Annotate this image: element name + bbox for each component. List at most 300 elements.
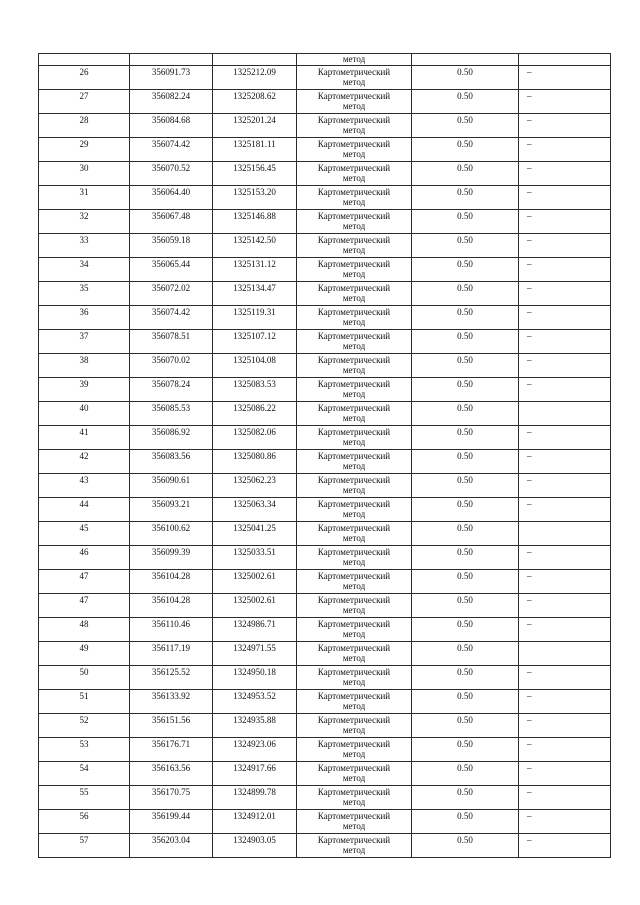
table-row <box>39 570 611 594</box>
cell-y: 1324986.71 <box>213 618 297 642</box>
method-line-2: метод <box>342 701 366 711</box>
method-line-2: метод <box>342 653 366 663</box>
cell-method <box>297 138 412 162</box>
cell-note: – <box>519 258 611 282</box>
cell-precision: 0.50 <box>412 618 519 642</box>
cell-number: 43 <box>39 474 130 498</box>
cell-number: 45 <box>39 522 130 546</box>
table-row <box>39 618 611 642</box>
cell-x: 356072.02 <box>130 282 213 306</box>
cell-method <box>297 258 412 282</box>
coordinates-table <box>38 53 611 858</box>
method-line-1: Картометрический <box>317 115 391 125</box>
table-row <box>39 450 611 474</box>
cell-precision: 0.50 <box>412 354 519 378</box>
cell-y: 1325208.62 <box>213 90 297 114</box>
cell-method <box>297 162 412 186</box>
method-line-2: метод <box>342 173 366 183</box>
table-row <box>39 282 611 306</box>
method-line-1: Картометрический <box>317 67 391 77</box>
table-row <box>39 186 611 210</box>
cell-method <box>297 522 412 546</box>
cell-note: – <box>519 762 611 786</box>
cell-method <box>297 474 412 498</box>
cell-x: 356085.53 <box>130 402 213 426</box>
cell-note: – <box>519 546 611 570</box>
table-row <box>39 786 611 810</box>
method-line-1: Картометрический <box>317 451 391 461</box>
method-line-2: метод <box>342 797 366 807</box>
method-line-1: Картометрический <box>317 259 391 269</box>
method-line-1: Картометрический <box>317 811 391 821</box>
cell-note: – <box>519 234 611 258</box>
cell-x: 356065.44 <box>130 258 213 282</box>
method-line-2: метод <box>342 77 366 87</box>
cell-y: 1324953.52 <box>213 690 297 714</box>
cell-method <box>297 330 412 354</box>
method-line-2: метод <box>342 365 366 375</box>
cell-note: – <box>519 594 611 618</box>
cell-method <box>297 378 412 402</box>
cell-y: 1325080.86 <box>213 450 297 474</box>
cell-y: 1324950.18 <box>213 666 297 690</box>
cell-note: – <box>519 138 611 162</box>
cell-precision <box>412 54 519 66</box>
cell-note: – <box>519 570 611 594</box>
method-line-2: метод <box>342 845 366 855</box>
cell-method <box>297 114 412 138</box>
cell-precision: 0.50 <box>412 258 519 282</box>
cell-x: 356117.19 <box>130 642 213 666</box>
table-row <box>39 378 611 402</box>
method-line-2: метод <box>342 125 366 135</box>
cell-y: 1324912.01 <box>213 810 297 834</box>
cell-precision: 0.50 <box>412 186 519 210</box>
method-line-2: метод <box>342 677 366 687</box>
cell-number: 53 <box>39 738 130 762</box>
table-row <box>39 90 611 114</box>
cell-x: 356125.52 <box>130 666 213 690</box>
cell-number: 40 <box>39 402 130 426</box>
cell-precision: 0.50 <box>412 738 519 762</box>
method-line-1: Картометрический <box>317 307 391 317</box>
method-line-2: метод <box>342 557 366 567</box>
cell-number: 39 <box>39 378 130 402</box>
cell-x: 356151.56 <box>130 714 213 738</box>
cell-method <box>297 186 412 210</box>
table-row <box>39 666 611 690</box>
method-line-2: метод <box>342 341 366 351</box>
cell-number: 54 <box>39 762 130 786</box>
cell-y: 1325104.08 <box>213 354 297 378</box>
cell-number: 48 <box>39 618 130 642</box>
cell-y: 1325002.61 <box>213 594 297 618</box>
cell-y: 1325134.47 <box>213 282 297 306</box>
cell-number: 36 <box>39 306 130 330</box>
cell-precision: 0.50 <box>412 594 519 618</box>
cell-note <box>519 54 611 66</box>
cell-method <box>297 642 412 666</box>
cell-precision: 0.50 <box>412 834 519 858</box>
cell-y: 1325082.06 <box>213 426 297 450</box>
cell-method <box>297 570 412 594</box>
cell-note: – <box>519 210 611 234</box>
table-row <box>39 810 611 834</box>
cell-method <box>297 666 412 690</box>
cell-number: 38 <box>39 354 130 378</box>
method-line-2: метод <box>342 149 366 159</box>
cell-note: – <box>519 690 611 714</box>
table-row-continuation <box>39 54 611 66</box>
cell-number: 35 <box>39 282 130 306</box>
cell-precision: 0.50 <box>412 66 519 90</box>
cell-x: 356163.56 <box>130 762 213 786</box>
method-line-1: Картометрический <box>317 523 391 533</box>
cell-y: 1325086.22 <box>213 402 297 426</box>
cell-x: 356110.46 <box>130 618 213 642</box>
method-line-1: Картометрический <box>317 619 391 629</box>
cell-number: 41 <box>39 426 130 450</box>
cell-method <box>297 282 412 306</box>
cell-method <box>297 426 412 450</box>
method-line-2: метод <box>342 413 366 423</box>
table-row <box>39 258 611 282</box>
coordinates-table-body <box>39 54 611 858</box>
cell-method <box>297 66 412 90</box>
cell-x: 356078.51 <box>130 330 213 354</box>
method-line-1: Картометрический <box>317 427 391 437</box>
method-line-2: метод <box>342 485 366 495</box>
cell-method <box>297 402 412 426</box>
cell-precision: 0.50 <box>412 378 519 402</box>
method-line-1: Картометрический <box>317 499 391 509</box>
table-row <box>39 66 611 90</box>
table-row <box>39 714 611 738</box>
cell-note: – <box>519 498 611 522</box>
cell-precision: 0.50 <box>412 786 519 810</box>
method-line-1: Картометрический <box>317 475 391 485</box>
cell-precision: 0.50 <box>412 546 519 570</box>
method-line-1: Картометрический <box>317 139 391 149</box>
cell-y: 1325201.24 <box>213 114 297 138</box>
method-line-1: Картометрический <box>317 643 391 653</box>
cell-precision: 0.50 <box>412 522 519 546</box>
cell-number: 49 <box>39 642 130 666</box>
cell-y: 1325033.51 <box>213 546 297 570</box>
method-line-2: метод <box>342 221 366 231</box>
cell-precision: 0.50 <box>412 402 519 426</box>
cell-method <box>297 306 412 330</box>
cell-number: 30 <box>39 162 130 186</box>
cell-x: 356082.24 <box>130 90 213 114</box>
cell-precision: 0.50 <box>412 114 519 138</box>
cell-x: 356067.48 <box>130 210 213 234</box>
method-line-1: Картометрический <box>317 595 391 605</box>
cell-y: 1325146.88 <box>213 210 297 234</box>
cell-y: 1325063.34 <box>213 498 297 522</box>
method-line-2: метод <box>342 197 366 207</box>
table-row <box>39 738 611 762</box>
cell-x: 356083.56 <box>130 450 213 474</box>
method-line-1: Картометрический <box>317 547 391 557</box>
cell-method <box>297 834 412 858</box>
cell-note <box>519 522 611 546</box>
cell-x: 356104.28 <box>130 570 213 594</box>
cell-method <box>297 234 412 258</box>
table-row <box>39 354 611 378</box>
cell-number: 26 <box>39 66 130 90</box>
cell-method <box>297 786 412 810</box>
method-line-1: Картометрический <box>317 835 391 845</box>
method-line-1: Картометрический <box>317 211 391 221</box>
cell-precision: 0.50 <box>412 234 519 258</box>
cell-note: – <box>519 450 611 474</box>
method-line-2: метод <box>342 581 366 591</box>
method-line-2: метод <box>342 389 366 399</box>
method-line-2: метод <box>342 245 366 255</box>
method-line-1: Картометрический <box>317 667 391 677</box>
cell-number: 44 <box>39 498 130 522</box>
method-line-2: метод <box>342 293 366 303</box>
cell-x: 356170.75 <box>130 786 213 810</box>
cell-precision: 0.50 <box>412 162 519 186</box>
cell-x <box>130 54 213 66</box>
table-row <box>39 114 611 138</box>
cell-method <box>297 354 412 378</box>
cell-method <box>297 810 412 834</box>
cell-number: 33 <box>39 234 130 258</box>
cell-number: 28 <box>39 114 130 138</box>
cell-method: метод <box>297 54 412 66</box>
cell-number: 34 <box>39 258 130 282</box>
method-line-2: метод <box>342 461 366 471</box>
cell-number: 51 <box>39 690 130 714</box>
method-line-2: метод <box>342 605 366 615</box>
cell-x: 356176.71 <box>130 738 213 762</box>
cell-number: 56 <box>39 810 130 834</box>
cell-precision: 0.50 <box>412 210 519 234</box>
method-line-1: Картометрический <box>317 763 391 773</box>
cell-note: – <box>519 714 611 738</box>
cell-method <box>297 618 412 642</box>
method-line-1: Картометрический <box>317 235 391 245</box>
cell-number: 32 <box>39 210 130 234</box>
method-line-1: Картометрический <box>317 283 391 293</box>
method-line-1: Картометрический <box>317 787 391 797</box>
cell-method <box>297 210 412 234</box>
method-line-1: Картометрический <box>317 355 391 365</box>
cell-note: – <box>519 162 611 186</box>
cell-method <box>297 450 412 474</box>
cell-note <box>519 642 611 666</box>
cell-x: 356070.02 <box>130 354 213 378</box>
cell-x: 356064.40 <box>130 186 213 210</box>
method-line-1: Картометрический <box>317 91 391 101</box>
cell-y: 1325083.53 <box>213 378 297 402</box>
method-line-1: Картометрический <box>317 187 391 197</box>
cell-y: 1325041.25 <box>213 522 297 546</box>
cell-number: 55 <box>39 786 130 810</box>
cell-precision: 0.50 <box>412 690 519 714</box>
cell-number: 37 <box>39 330 130 354</box>
cell-y: 1325142.50 <box>213 234 297 258</box>
method-line-2: метод <box>342 821 366 831</box>
method-line-1: Картометрический <box>317 571 391 581</box>
cell-precision: 0.50 <box>412 666 519 690</box>
method-line-2: метод <box>342 725 366 735</box>
cell-x: 356084.68 <box>130 114 213 138</box>
cell-note: – <box>519 90 611 114</box>
cell-precision: 0.50 <box>412 450 519 474</box>
cell-note: – <box>519 738 611 762</box>
cell-precision: 0.50 <box>412 714 519 738</box>
method-line-2: метод <box>342 509 366 519</box>
cell-precision: 0.50 <box>412 570 519 594</box>
method-line-2: метод <box>342 317 366 327</box>
table-row <box>39 834 611 858</box>
cell-x: 356086.92 <box>130 426 213 450</box>
cell-number: 47 <box>39 570 130 594</box>
table-row <box>39 234 611 258</box>
table-row <box>39 162 611 186</box>
cell-number: 29 <box>39 138 130 162</box>
cell-precision: 0.50 <box>412 762 519 786</box>
table-row <box>39 306 611 330</box>
method-line-1: Картометрический <box>317 403 391 413</box>
cell-note: – <box>519 786 611 810</box>
method-line-1: Картометрический <box>317 739 391 749</box>
method-line-2: метод <box>342 101 366 111</box>
cell-y: 1325119.31 <box>213 306 297 330</box>
cell-number: 42 <box>39 450 130 474</box>
method-line-1: Картометрический <box>317 715 391 725</box>
cell-x: 356203.04 <box>130 834 213 858</box>
cell-note: – <box>519 474 611 498</box>
cell-number: 50 <box>39 666 130 690</box>
cell-method <box>297 90 412 114</box>
cell-number: 47 <box>39 594 130 618</box>
cell-number <box>39 54 130 66</box>
method-line-2: метод <box>342 437 366 447</box>
cell-precision: 0.50 <box>412 90 519 114</box>
cell-x: 356070.52 <box>130 162 213 186</box>
cell-method <box>297 762 412 786</box>
table-row <box>39 426 611 450</box>
cell-y: 1325107.12 <box>213 330 297 354</box>
cell-method <box>297 738 412 762</box>
cell-precision: 0.50 <box>412 330 519 354</box>
cell-y: 1324903.05 <box>213 834 297 858</box>
cell-x: 356090.61 <box>130 474 213 498</box>
cell-note <box>519 402 611 426</box>
cell-note: – <box>519 834 611 858</box>
cell-number: 46 <box>39 546 130 570</box>
cell-x: 356059.18 <box>130 234 213 258</box>
cell-precision: 0.50 <box>412 282 519 306</box>
cell-precision: 0.50 <box>412 810 519 834</box>
cell-y: 1325156.45 <box>213 162 297 186</box>
cell-note: – <box>519 330 611 354</box>
method-line-1: Картометрический <box>317 379 391 389</box>
cell-x: 356078.24 <box>130 378 213 402</box>
table-row <box>39 402 611 426</box>
cell-x: 356093.21 <box>130 498 213 522</box>
cell-note: – <box>519 666 611 690</box>
cell-y: 1324935.88 <box>213 714 297 738</box>
method-line-2: метод <box>342 533 366 543</box>
cell-method <box>297 690 412 714</box>
table-row <box>39 210 611 234</box>
cell-x: 356199.44 <box>130 810 213 834</box>
cell-y: 1325002.61 <box>213 570 297 594</box>
cell-note: – <box>519 354 611 378</box>
method-line-1: Картометрический <box>317 331 391 341</box>
cell-precision: 0.50 <box>412 306 519 330</box>
table-row <box>39 138 611 162</box>
cell-number: 27 <box>39 90 130 114</box>
table-row <box>39 474 611 498</box>
cell-note: – <box>519 66 611 90</box>
cell-note: – <box>519 378 611 402</box>
cell-precision: 0.50 <box>412 474 519 498</box>
cell-y: 1325062.23 <box>213 474 297 498</box>
cell-method <box>297 714 412 738</box>
cell-note: – <box>519 282 611 306</box>
cell-method <box>297 546 412 570</box>
cell-x: 356074.42 <box>130 306 213 330</box>
cell-precision: 0.50 <box>412 138 519 162</box>
cell-precision: 0.50 <box>412 498 519 522</box>
cell-y: 1325131.12 <box>213 258 297 282</box>
cell-y: 1324899.78 <box>213 786 297 810</box>
method-line-1: Картометрический <box>317 163 391 173</box>
cell-y: 1325153.20 <box>213 186 297 210</box>
cell-x: 356099.39 <box>130 546 213 570</box>
cell-y: 1325181.11 <box>213 138 297 162</box>
cell-method <box>297 498 412 522</box>
cell-x: 356100.62 <box>130 522 213 546</box>
table-row <box>39 498 611 522</box>
table-row <box>39 546 611 570</box>
method-line-2: метод <box>342 269 366 279</box>
cell-y: 1324971.55 <box>213 642 297 666</box>
cell-y: 1324923.06 <box>213 738 297 762</box>
cell-x: 356074.42 <box>130 138 213 162</box>
cell-note: – <box>519 810 611 834</box>
cell-note: – <box>519 306 611 330</box>
cell-precision: 0.50 <box>412 426 519 450</box>
cell-precision: 0.50 <box>412 642 519 666</box>
cell-x: 356104.28 <box>130 594 213 618</box>
cell-number: 31 <box>39 186 130 210</box>
cell-y: 1324917.66 <box>213 762 297 786</box>
table-row <box>39 690 611 714</box>
cell-y: 1325212.09 <box>213 66 297 90</box>
cell-number: 57 <box>39 834 130 858</box>
table-row <box>39 522 611 546</box>
method-line-2: метод <box>342 629 366 639</box>
table-row <box>39 594 611 618</box>
method-line-2: метод <box>342 749 366 759</box>
cell-note: – <box>519 114 611 138</box>
method-line-2: метод <box>342 773 366 783</box>
cell-x: 356091.73 <box>130 66 213 90</box>
cell-number: 52 <box>39 714 130 738</box>
method-line-1: Картометрический <box>317 691 391 701</box>
table-row <box>39 762 611 786</box>
cell-note: – <box>519 618 611 642</box>
cell-method <box>297 594 412 618</box>
